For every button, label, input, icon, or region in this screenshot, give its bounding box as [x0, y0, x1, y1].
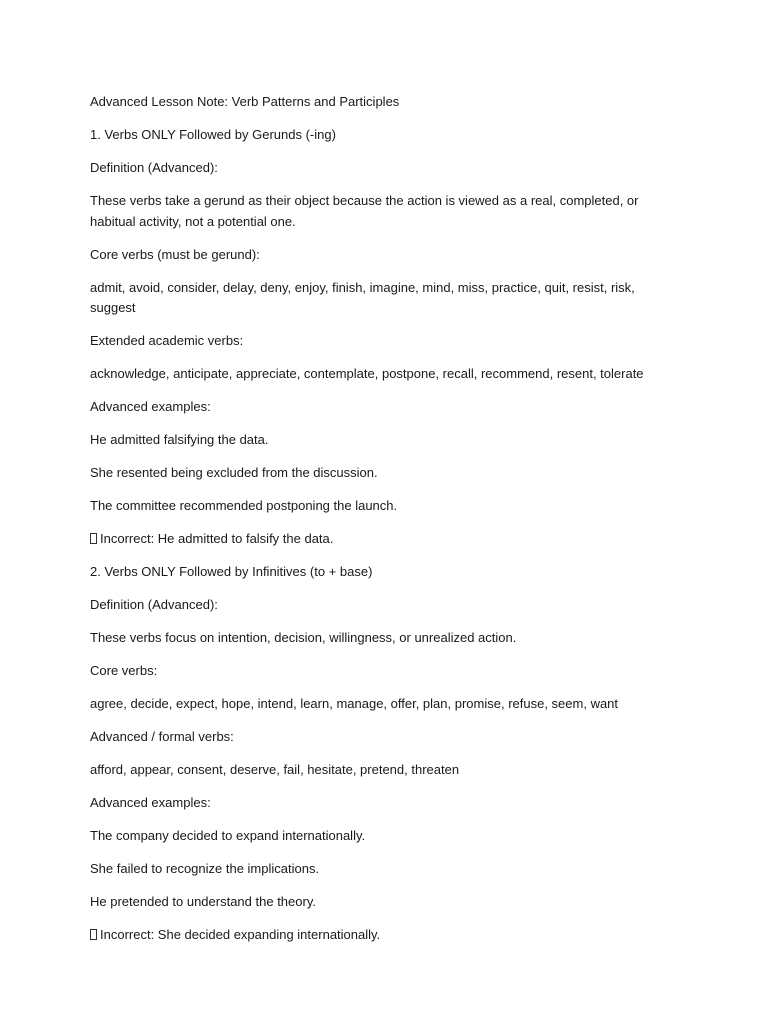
section-2-incorrect-line: [90, 925, 680, 946]
section-1-extended-verbs: acknowledge, anticipate, appreciate, contemplate, postpone, recall, recommend, resent, tolerate: [90, 366, 644, 381]
section-1-example: He admitted falsifying the data.: [90, 432, 269, 447]
section-1-core-label: Core verbs (must be gerund):: [90, 246, 260, 262]
document-page: [90, 92, 680, 958]
section-1-incorrect-text: Incorrect: He admitted to falsify the data.: [100, 531, 334, 546]
section-1-examples-label: Advanced examples:: [90, 399, 211, 414]
section-2-core-label: Core verbs:: [90, 663, 158, 678]
missing-glyph-icon: [90, 929, 97, 940]
section-1-definition-label: Definition (Advanced):: [90, 160, 218, 175]
section-1-core-verbs: admit, avoid, consider, delay, deny, enjoy, finish, imagine, mind, miss, practice, quit, resist, risk, suggest: [90, 279, 635, 315]
section-1-example: She resented being excluded from the discussion.: [90, 465, 378, 480]
missing-glyph-icon: [90, 533, 97, 544]
section-2-core-verbs: agree, decide, expect, hope, intend, learn, manage, offer, plan, promise, refuse, seem, want: [90, 696, 619, 711]
section-2-formal-label: Advanced / formal verbs:: [90, 729, 234, 744]
section-2-example: The company decided to expand internationally.: [90, 828, 366, 843]
section-2-incorrect-text: Incorrect: She decided expanding internationally.: [100, 927, 381, 942]
section-2-heading: 2. Verbs ONLY Followed by Infinitives (to + base): [90, 564, 373, 579]
section-2-definition-text: These verbs focus on intention, decision, willingness, or unrealized action.: [90, 630, 517, 645]
section-2-formal-verbs: afford, appear, consent, deserve, fail, hesitate, pretend, threaten: [90, 762, 460, 777]
section-1-example: The committee recommended postponing the launch.: [90, 498, 398, 513]
section-2-example: He pretended to understand the theory.: [90, 894, 316, 909]
section-2-examples-label: Advanced examples:: [90, 795, 211, 810]
section-1-extended-label: Extended academic verbs:: [90, 333, 244, 348]
section-1-heading: 1. Verbs ONLY Followed by Gerunds (-ing): [90, 127, 336, 142]
section-2-example: She failed to recognize the implications.: [90, 861, 320, 876]
section-2-definition-label: Definition (Advanced):: [90, 597, 218, 612]
section-1-definition-text: These verbs take a gerund as their object because the action is viewed as a real, completed, or habitual activity, not a potential one.: [90, 193, 639, 229]
section-1-incorrect-line: [90, 529, 680, 550]
document-title: Advanced Lesson Note: Verb Patterns and Participles: [90, 94, 400, 109]
